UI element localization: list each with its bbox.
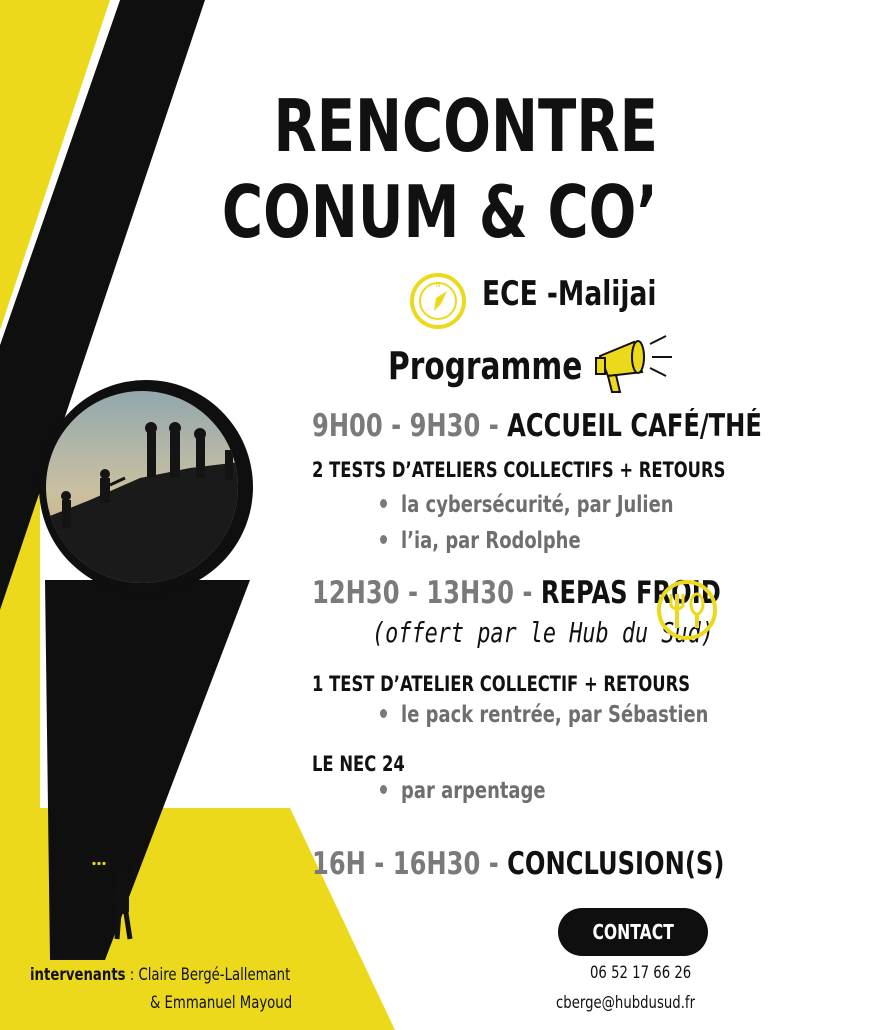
session2-heading: 1 TEST D’ATELIER COLLECTIF + RETOURS xyxy=(312,672,690,696)
lunch-row: 12H30 - 13H30 - REPAS FROID xyxy=(312,575,721,611)
location-name: ECE -Malijai xyxy=(482,274,657,314)
session1-item-2: l’ia, par Rodolphe xyxy=(380,528,637,554)
contact-email[interactable]: cberge@hubdusud.fr xyxy=(556,993,696,1013)
speakers-line-2: & Emmanuel Mayoud xyxy=(150,993,293,1013)
session2-item-1: le pack rentrée, par Sébastien xyxy=(380,702,801,728)
lunch-label: REPAS FROID xyxy=(540,575,721,611)
conclusion-label: CONCLUSION(S) xyxy=(507,846,725,882)
conclusion-row: 16H - 16H30 - CONCLUSION(S) xyxy=(312,846,725,882)
compass-icon xyxy=(408,271,468,331)
session1-heading: 2 TESTS D’ATELIERS COLLECTIFS + RETOURS xyxy=(312,458,726,482)
nec-heading: LE NEC 24 xyxy=(312,752,405,776)
contact-phone: 06 52 17 66 26 xyxy=(590,963,692,983)
speakers-line-1: intervenants : Claire Bergé-Lallemant xyxy=(30,965,291,985)
fork-knife-icon xyxy=(655,578,719,642)
nec-item-1: par arpentage xyxy=(380,778,592,804)
welcome-time: 9H00 - 9H30 xyxy=(312,408,481,444)
title-line-2: CONUM & CO’ xyxy=(222,170,658,254)
megaphone-icon xyxy=(594,332,676,396)
welcome-label: ACCUEIL CAFÉ/THÉ xyxy=(507,408,762,444)
svg-text:N: N xyxy=(435,281,441,289)
conclusion-time: 16H - 16H30 xyxy=(312,846,481,882)
lunch-note: (offert par le Hub du Sud) xyxy=(372,616,714,649)
contact-button[interactable]: CONTACT xyxy=(558,908,708,956)
programme-heading: Programme xyxy=(388,344,583,388)
speaker-person-icon xyxy=(86,853,156,945)
lunch-time: 12H30 - 13H30 xyxy=(312,575,514,611)
welcome-row: 9H00 - 9H30 - ACCUEIL CAFÉ/THÉ xyxy=(312,408,762,444)
session1-item-1: la cybersécurité, par Julien xyxy=(380,492,756,518)
title-line-1: RENCONTRE xyxy=(273,84,658,168)
speakers-label: intervenants xyxy=(30,965,126,985)
speakers-names-1: Claire Bergé-Lallemant xyxy=(138,965,291,985)
